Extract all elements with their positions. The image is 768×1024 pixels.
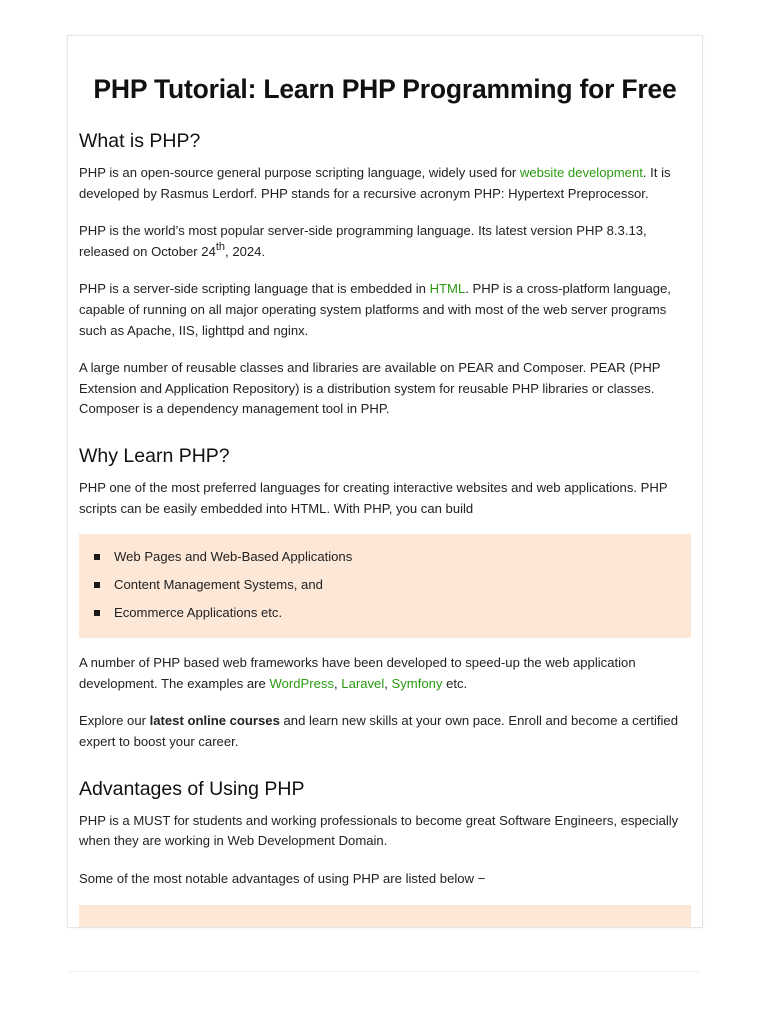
page-title: PHP Tutorial: Learn PHP Programming for Free bbox=[93, 74, 677, 104]
paragraph-what-3 bbox=[79, 279, 691, 341]
square-bullet-icon bbox=[94, 610, 100, 616]
link-symfony[interactable]: Symfony bbox=[391, 675, 443, 691]
paragraph-adv-2: Some of the most notable advantages of using PHP are listed below − bbox=[79, 870, 486, 886]
text: Explore our bbox=[79, 713, 150, 729]
text: PHP is a server-side scripting language that is embedded in bbox=[79, 281, 430, 297]
paragraph-adv-1: PHP is a MUST for students and working professionals to become great Software Engineers, especially when they are working in Web Development Domain. bbox=[79, 812, 679, 849]
square-bullet-icon bbox=[94, 582, 100, 588]
link-website-development[interactable]: website development bbox=[519, 165, 643, 180]
list-item bbox=[79, 543, 691, 571]
paragraph-why-3 bbox=[79, 711, 691, 752]
paragraph-what-4: A large number of reusable classes and libraries are available on PEAR and Composer. PEAR (PHP Extension and Application Repository) is a distribution system for reusable PHP libraries or classes. Composer is a dependency management tool in PHP. bbox=[79, 360, 661, 417]
build-list bbox=[79, 543, 691, 627]
list-item bbox=[79, 599, 691, 627]
text: , bbox=[334, 675, 342, 691]
article-content bbox=[68, 72, 702, 928]
link-html[interactable]: HTML bbox=[429, 281, 466, 297]
paragraph-why-2 bbox=[79, 653, 691, 694]
square-bullet-icon bbox=[94, 554, 100, 560]
text: PHP is the world’s most popular server-side programming language. Its latest version PHP 8.3.13, released on October 24 bbox=[79, 223, 647, 259]
text: PHP is an open-source general purpose scripting language, widely used for bbox=[79, 165, 520, 180]
text: , 2024. bbox=[225, 243, 266, 259]
list-item-text: Ecommerce Applications etc. bbox=[114, 605, 283, 621]
highlight-list-box-cut bbox=[79, 905, 691, 928]
superscript: th bbox=[215, 240, 226, 253]
divider bbox=[67, 971, 701, 972]
text: and learn new skills at your own pace. Enroll and become a certified expert to boost your career. bbox=[79, 713, 678, 749]
bold-text: latest online courses bbox=[149, 713, 280, 729]
paragraph-what-1 bbox=[79, 163, 691, 204]
text: . PHP is a cross-platform language, capable of running on all major operating system platforms and with most of the web server programs such as Apache, IIS, lighttpd and nginx. bbox=[79, 281, 671, 338]
link-laravel[interactable]: Laravel bbox=[341, 675, 385, 691]
document-page bbox=[67, 35, 703, 928]
text: etc. bbox=[442, 675, 468, 691]
link-wordpress[interactable]: WordPress bbox=[269, 675, 334, 691]
text: A number of PHP based web frameworks have been developed to speed-up the web application development. The examples are bbox=[79, 655, 636, 691]
highlight-list-box bbox=[79, 534, 691, 638]
text: , bbox=[384, 675, 392, 691]
heading-why-learn-php: Why Learn PHP? bbox=[79, 444, 230, 467]
paragraph-what-2 bbox=[79, 221, 691, 262]
text: . It is developed by Rasmus Lerdorf. PHP stands for a recursive acronym PHP: Hypertext Preprocessor. bbox=[79, 165, 671, 201]
list-item-text: Web Pages and Web-Based Applications bbox=[114, 549, 353, 565]
list-item bbox=[79, 571, 691, 599]
heading-what-is-php: What is PHP? bbox=[79, 130, 201, 152]
paragraph-why-1: PHP one of the most preferred languages for creating interactive websites and web applications. PHP scripts can be easily embedded into HTML. With PHP, you can build bbox=[79, 479, 668, 516]
heading-advantages: Advantages of Using PHP bbox=[79, 777, 305, 800]
list-item-text: Content Management Systems, and bbox=[114, 577, 323, 593]
